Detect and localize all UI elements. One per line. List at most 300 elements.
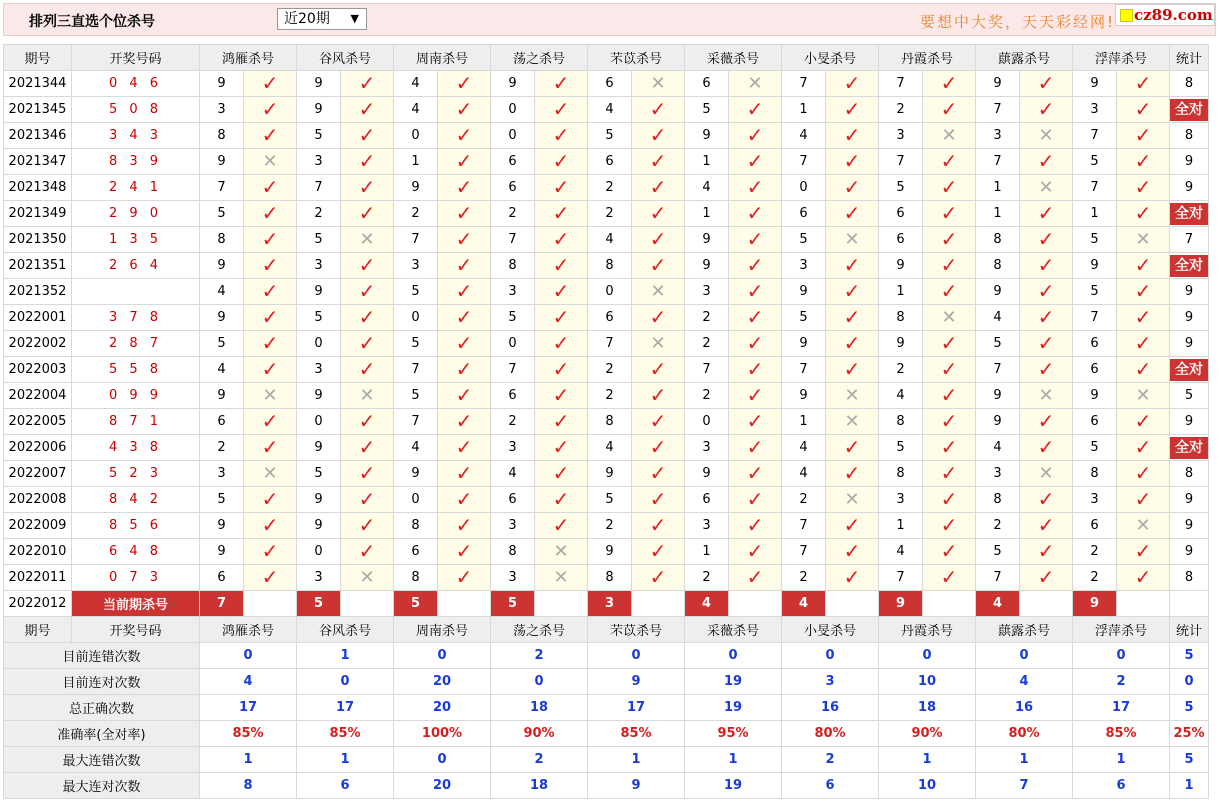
result-mark-cell: [729, 149, 782, 175]
check-icon: ✓: [746, 149, 764, 173]
kill-number-cell: 9: [976, 279, 1020, 305]
check-icon: ✓: [843, 253, 861, 277]
table-row: [4, 227, 1209, 253]
check-icon: ✓: [358, 71, 376, 95]
check-icon: ✓: [1134, 565, 1152, 589]
result-mark-cell: [341, 409, 394, 435]
check-icon: ✓: [358, 253, 376, 277]
result-mark-cell: [535, 201, 588, 227]
kill-number-cell: 7: [782, 357, 826, 383]
kill-number-cell: 9: [976, 71, 1020, 97]
stat-cell: [1170, 331, 1209, 357]
kill-number-cell: 6: [1073, 513, 1117, 539]
result-mark-cell: [729, 123, 782, 149]
current-kill-number: 9: [879, 591, 923, 617]
all-correct-badge: 全对: [1170, 255, 1208, 277]
kill-number-cell: 6: [685, 487, 729, 513]
kill-number-cell: 4: [879, 539, 923, 565]
check-icon: ✓: [746, 227, 764, 251]
kill-number-cell: 6: [491, 383, 535, 409]
current-kill-number: 5: [297, 591, 341, 617]
result-mark-cell: [923, 513, 976, 539]
kill-number-cell: 1: [879, 513, 923, 539]
check-icon: ✓: [455, 513, 473, 537]
cross-icon: ✕: [359, 566, 375, 588]
kill-number-cell: 3: [491, 279, 535, 305]
header-expert[interactable]: 小旻杀号: [782, 617, 879, 643]
summary-value: 0: [394, 747, 491, 773]
summary-value: 16: [976, 695, 1073, 721]
result-mark-cell: [244, 409, 297, 435]
kill-number-cell: 2: [879, 97, 923, 123]
current-blank-cell: [341, 591, 394, 617]
summary-value: 80%: [782, 721, 879, 747]
kill-number-cell: 3: [297, 253, 341, 279]
check-icon: ✓: [843, 357, 861, 381]
kill-number-cell: 3: [200, 97, 244, 123]
check-icon: ✓: [358, 149, 376, 173]
header-expert[interactable]: 采薇杀号: [685, 617, 782, 643]
summary-value: 5: [1170, 747, 1209, 773]
check-icon: ✓: [843, 175, 861, 199]
kill-number-cell: 5: [200, 487, 244, 513]
stat-count: 9: [1184, 492, 1194, 507]
chevron-down-icon: ▼: [350, 12, 359, 25]
kill-number-cell: 2: [588, 513, 632, 539]
kill-number-cell: 1: [685, 539, 729, 565]
check-icon: ✓: [843, 71, 861, 95]
result-mark-cell: [632, 201, 685, 227]
header-expert[interactable]: 荡之杀号: [491, 45, 588, 71]
header-expert[interactable]: 谷风杀号: [297, 617, 394, 643]
issue-cell: 2022009: [4, 513, 72, 539]
summary-value: 19: [685, 669, 782, 695]
result-mark-cell: [438, 409, 491, 435]
result-mark-cell: [729, 487, 782, 513]
kill-number-cell: 5: [782, 227, 826, 253]
header-expert[interactable]: 采薇杀号: [685, 45, 782, 71]
result-mark-cell: [1020, 539, 1073, 565]
check-icon: ✓: [649, 175, 667, 199]
kill-number-cell: 8: [394, 513, 438, 539]
check-icon: ✓: [843, 435, 861, 459]
kill-number-cell: 6: [782, 201, 826, 227]
check-icon: ✓: [552, 331, 570, 355]
kill-number-cell: 5: [588, 487, 632, 513]
result-mark-cell: [729, 71, 782, 97]
result-mark-cell: [1020, 123, 1073, 149]
kill-number-cell: 1: [685, 149, 729, 175]
site-logo[interactable]: [1115, 4, 1215, 26]
check-icon: ✓: [358, 175, 376, 199]
check-icon: ✓: [746, 487, 764, 511]
summary-value: 0: [588, 643, 685, 669]
cross-icon: ✕: [650, 332, 666, 354]
current-blank-cell: [1020, 591, 1073, 617]
draw-number-cell: 8 7 1: [72, 409, 200, 435]
check-icon: ✓: [649, 383, 667, 407]
result-mark-cell: [244, 539, 297, 565]
kill-number-cell: 0: [297, 539, 341, 565]
slogan-banner[interactable]: 要想中大奖，天天彩经网!: [919, 13, 1115, 31]
check-icon: ✓: [552, 279, 570, 303]
header-expert[interactable]: 鸿雁杀号: [200, 45, 297, 71]
check-icon: ✓: [1037, 149, 1055, 173]
header-expert[interactable]: 浮萍杀号: [1073, 45, 1170, 71]
kill-number-cell: 9: [200, 383, 244, 409]
result-mark-cell: [1020, 71, 1073, 97]
current-blank-cell: [729, 591, 782, 617]
check-icon: ✓: [746, 565, 764, 589]
kill-number-cell: 2: [782, 487, 826, 513]
header-expert[interactable]: 谷风杀号: [297, 45, 394, 71]
kill-number-cell: 3: [782, 253, 826, 279]
summary-value: 10: [879, 669, 976, 695]
result-mark-cell: [923, 175, 976, 201]
stat-cell: [1170, 565, 1209, 591]
result-mark-cell: [438, 253, 491, 279]
result-mark-cell: [923, 227, 976, 253]
result-mark-cell: [244, 565, 297, 591]
result-mark-cell: [729, 201, 782, 227]
check-icon: ✓: [649, 305, 667, 329]
check-icon: ✓: [261, 253, 279, 277]
summary-value: 19: [685, 773, 782, 799]
result-mark-cell: [729, 305, 782, 331]
check-icon: ✓: [455, 227, 473, 251]
kill-number-cell: 5: [297, 123, 341, 149]
cross-icon: ✕: [941, 306, 957, 328]
check-icon: ✓: [746, 513, 764, 537]
kill-number-cell: 7: [782, 149, 826, 175]
check-icon: ✓: [358, 331, 376, 355]
check-icon: ✓: [940, 71, 958, 95]
result-mark-cell: [729, 331, 782, 357]
result-mark-cell: [535, 149, 588, 175]
result-mark-cell: [1117, 123, 1170, 149]
kill-number-cell: 3: [200, 461, 244, 487]
current-blank-cell: [244, 591, 297, 617]
result-mark-cell: [1020, 279, 1073, 305]
check-icon: ✓: [649, 461, 667, 485]
result-mark-cell: [632, 253, 685, 279]
kill-number-cell: 0: [491, 97, 535, 123]
check-icon: ✓: [1134, 71, 1152, 95]
summary-value: 85%: [1073, 721, 1170, 747]
check-icon: ✓: [649, 227, 667, 251]
check-icon: ✓: [940, 383, 958, 407]
kill-number-cell: 3: [685, 435, 729, 461]
result-mark-cell: [535, 565, 588, 591]
kill-number-cell: 6: [879, 201, 923, 227]
check-icon: ✓: [649, 253, 667, 277]
header-expert[interactable]: 蕻露杀号: [976, 617, 1073, 643]
check-icon: ✓: [455, 279, 473, 303]
cross-icon: ✕: [650, 280, 666, 302]
result-mark-cell: [826, 71, 879, 97]
check-icon: ✓: [358, 97, 376, 121]
result-mark-cell: [1117, 513, 1170, 539]
summary-value: 17: [1073, 695, 1170, 721]
result-mark-cell: [632, 435, 685, 461]
issue-cell: 2022003: [4, 357, 72, 383]
result-mark-cell: [244, 279, 297, 305]
result-mark-cell: [632, 97, 685, 123]
header-expert[interactable]: 蕻露杀号: [976, 45, 1073, 71]
check-icon: ✓: [746, 97, 764, 121]
check-icon: ✓: [1134, 435, 1152, 459]
kill-number-cell: 3: [976, 123, 1020, 149]
kill-number-cell: 9: [200, 149, 244, 175]
check-icon: ✓: [261, 71, 279, 95]
result-mark-cell: [438, 539, 491, 565]
all-correct-badge: 全对: [1170, 99, 1208, 121]
table-row: [4, 565, 1209, 591]
summary-value: 90%: [879, 721, 976, 747]
summary-row: [4, 721, 1209, 747]
kill-number-cell: 9: [685, 253, 729, 279]
header-expert[interactable]: 丹霞杀号: [879, 45, 976, 71]
summary-value: 0: [685, 643, 782, 669]
summary-value: 85%: [588, 721, 685, 747]
result-mark-cell: [438, 97, 491, 123]
result-mark-cell: [438, 123, 491, 149]
cross-icon: ✕: [844, 488, 860, 510]
header-expert[interactable]: 芣苡杀号: [588, 45, 685, 71]
kill-number-cell: 9: [297, 279, 341, 305]
summary-value: 85%: [297, 721, 394, 747]
result-mark-cell: [244, 305, 297, 331]
issue-cell: 2021344: [4, 71, 72, 97]
table-row: [4, 71, 1209, 97]
issue-cell: 2021345: [4, 97, 72, 123]
result-mark-cell: [632, 357, 685, 383]
check-icon: ✓: [358, 357, 376, 381]
summary-value: 0: [782, 643, 879, 669]
kill-number-cell: 7: [782, 71, 826, 97]
summary-value: 18: [879, 695, 976, 721]
kill-number-cell: 1: [782, 97, 826, 123]
check-icon: ✓: [261, 513, 279, 537]
kill-number-cell: 7: [297, 175, 341, 201]
result-mark-cell: [244, 487, 297, 513]
kill-number-cell: 5: [782, 305, 826, 331]
summary-value: 4: [976, 669, 1073, 695]
header-expert[interactable]: 荡之杀号: [491, 617, 588, 643]
result-mark-cell: [244, 201, 297, 227]
summary-row: [4, 643, 1209, 669]
result-mark-cell: [826, 435, 879, 461]
kill-number-cell: 4: [685, 175, 729, 201]
kill-number-cell: 4: [782, 123, 826, 149]
result-mark-cell: [244, 123, 297, 149]
kill-number-cell: 5: [879, 435, 923, 461]
result-mark-cell: [632, 149, 685, 175]
cross-icon: ✕: [941, 124, 957, 146]
draw-number-cell: 8 3 9: [72, 149, 200, 175]
check-icon: ✓: [455, 409, 473, 433]
summary-value: 20: [394, 669, 491, 695]
result-mark-cell: [1117, 487, 1170, 513]
check-icon: ✓: [1037, 305, 1055, 329]
result-mark-cell: [438, 149, 491, 175]
kill-number-cell: 9: [976, 409, 1020, 435]
result-mark-cell: [632, 539, 685, 565]
result-mark-cell: [244, 357, 297, 383]
check-icon: ✓: [843, 539, 861, 563]
header-expert[interactable]: 小旻杀号: [782, 45, 879, 71]
result-mark-cell: [244, 331, 297, 357]
check-icon: ✓: [649, 539, 667, 563]
issue-cell: 2021347: [4, 149, 72, 175]
header-expert[interactable]: 周南杀号: [394, 617, 491, 643]
result-mark-cell: [341, 123, 394, 149]
kill-number-cell: 4: [976, 435, 1020, 461]
check-icon: ✓: [1037, 539, 1055, 563]
kill-number-cell: 8: [879, 409, 923, 435]
result-mark-cell: [1020, 357, 1073, 383]
result-mark-cell: [438, 565, 491, 591]
kill-number-cell: 8: [588, 565, 632, 591]
result-mark-cell: [1020, 435, 1073, 461]
current-blank-cell: [438, 591, 491, 617]
check-icon: ✓: [358, 539, 376, 563]
kill-number-cell: 2: [1073, 539, 1117, 565]
result-mark-cell: [341, 383, 394, 409]
check-icon: ✓: [1134, 253, 1152, 277]
result-mark-cell: [1020, 565, 1073, 591]
check-icon: ✓: [455, 435, 473, 459]
stat-cell: [1170, 227, 1209, 253]
result-mark-cell: [438, 175, 491, 201]
result-mark-cell: [1117, 435, 1170, 461]
check-icon: ✓: [261, 357, 279, 381]
header-expert[interactable]: 周南杀号: [394, 45, 491, 71]
kill-number-cell: 7: [491, 357, 535, 383]
kill-number-cell: 6: [879, 227, 923, 253]
result-mark-cell: [535, 357, 588, 383]
stat-count: 9: [1184, 518, 1194, 533]
current-issue-cell: 2022012: [4, 591, 72, 617]
check-icon: ✓: [1037, 227, 1055, 251]
kill-number-cell: 8: [976, 487, 1020, 513]
summary-row: [4, 773, 1209, 799]
cross-icon: ✕: [359, 228, 375, 250]
top-bar: [3, 3, 1216, 36]
header-expert[interactable]: 丹霞杀号: [879, 617, 976, 643]
stat-cell: [1170, 435, 1209, 461]
header-stat: 统计: [1170, 617, 1209, 643]
header-expert[interactable]: 芣苡杀号: [588, 617, 685, 643]
result-mark-cell: [729, 513, 782, 539]
check-icon: ✓: [261, 227, 279, 251]
check-icon: ✓: [1037, 71, 1055, 95]
check-icon: ✓: [940, 175, 958, 199]
kill-number-cell: 8: [491, 253, 535, 279]
kill-number-cell: 9: [297, 383, 341, 409]
current-stat-cell: [1170, 591, 1209, 617]
check-icon: ✓: [746, 175, 764, 199]
kill-number-cell: 9: [297, 487, 341, 513]
result-mark-cell: [632, 513, 685, 539]
header-expert[interactable]: 鸿雁杀号: [200, 617, 297, 643]
summary-value: 1: [200, 747, 297, 773]
kill-number-cell: 5: [976, 331, 1020, 357]
kill-number-cell: 2: [588, 175, 632, 201]
check-icon: ✓: [552, 305, 570, 329]
kill-number-cell: 8: [491, 539, 535, 565]
check-icon: ✓: [455, 123, 473, 147]
kill-number-cell: 6: [1073, 357, 1117, 383]
issue-cell: 2022006: [4, 435, 72, 461]
result-mark-cell: [729, 539, 782, 565]
kill-number-cell: 4: [588, 227, 632, 253]
check-icon: ✓: [746, 357, 764, 381]
result-mark-cell: [535, 305, 588, 331]
check-icon: ✓: [455, 175, 473, 199]
check-icon: ✓: [358, 201, 376, 225]
check-icon: ✓: [1134, 409, 1152, 433]
check-icon: ✓: [746, 331, 764, 355]
kill-number-cell: 3: [491, 435, 535, 461]
result-mark-cell: [1117, 97, 1170, 123]
header-expert[interactable]: 浮萍杀号: [1073, 617, 1170, 643]
result-mark-cell: [535, 487, 588, 513]
check-icon: ✓: [552, 435, 570, 459]
kill-number-cell: 1: [976, 201, 1020, 227]
period-select[interactable]: [277, 8, 367, 30]
issue-cell: 2022011: [4, 565, 72, 591]
result-mark-cell: [632, 461, 685, 487]
draw-number-cell: 2 6 4: [72, 253, 200, 279]
kill-number-cell: 2: [976, 513, 1020, 539]
summary-value: 9: [588, 669, 685, 695]
summary-value: 0: [976, 643, 1073, 669]
kill-number-cell: 3: [976, 461, 1020, 487]
result-mark-cell: [438, 201, 491, 227]
kill-number-cell: 9: [976, 383, 1020, 409]
kill-number-cell: 7: [394, 409, 438, 435]
header-draw: 开奖号码: [72, 45, 200, 71]
kill-number-cell: 4: [394, 435, 438, 461]
check-icon: ✓: [455, 149, 473, 173]
stat-cell: [1170, 175, 1209, 201]
kill-number-cell: 9: [200, 71, 244, 97]
cross-icon: ✕: [1038, 176, 1054, 198]
check-icon: ✓: [552, 357, 570, 381]
kill-number-cell: 8: [394, 565, 438, 591]
check-icon: ✓: [261, 565, 279, 589]
issue-cell: 2021346: [4, 123, 72, 149]
check-icon: ✓: [1134, 461, 1152, 485]
summary-value: 25%: [1170, 721, 1209, 747]
summary-value: 20: [394, 695, 491, 721]
result-mark-cell: [923, 331, 976, 357]
kill-number-cell: 9: [200, 513, 244, 539]
summary-value: 17: [200, 695, 297, 721]
summary-value: 85%: [200, 721, 297, 747]
summary-header: [4, 617, 1209, 643]
kill-number-cell: 6: [1073, 331, 1117, 357]
summary-value: 0: [297, 669, 394, 695]
kill-number-cell: 4: [200, 279, 244, 305]
check-icon: ✓: [940, 487, 958, 511]
kill-number-cell: 6: [394, 539, 438, 565]
kill-number-cell: 0: [297, 331, 341, 357]
table-row: [4, 123, 1209, 149]
kill-number-cell: 3: [1073, 487, 1117, 513]
result-mark-cell: [826, 227, 879, 253]
